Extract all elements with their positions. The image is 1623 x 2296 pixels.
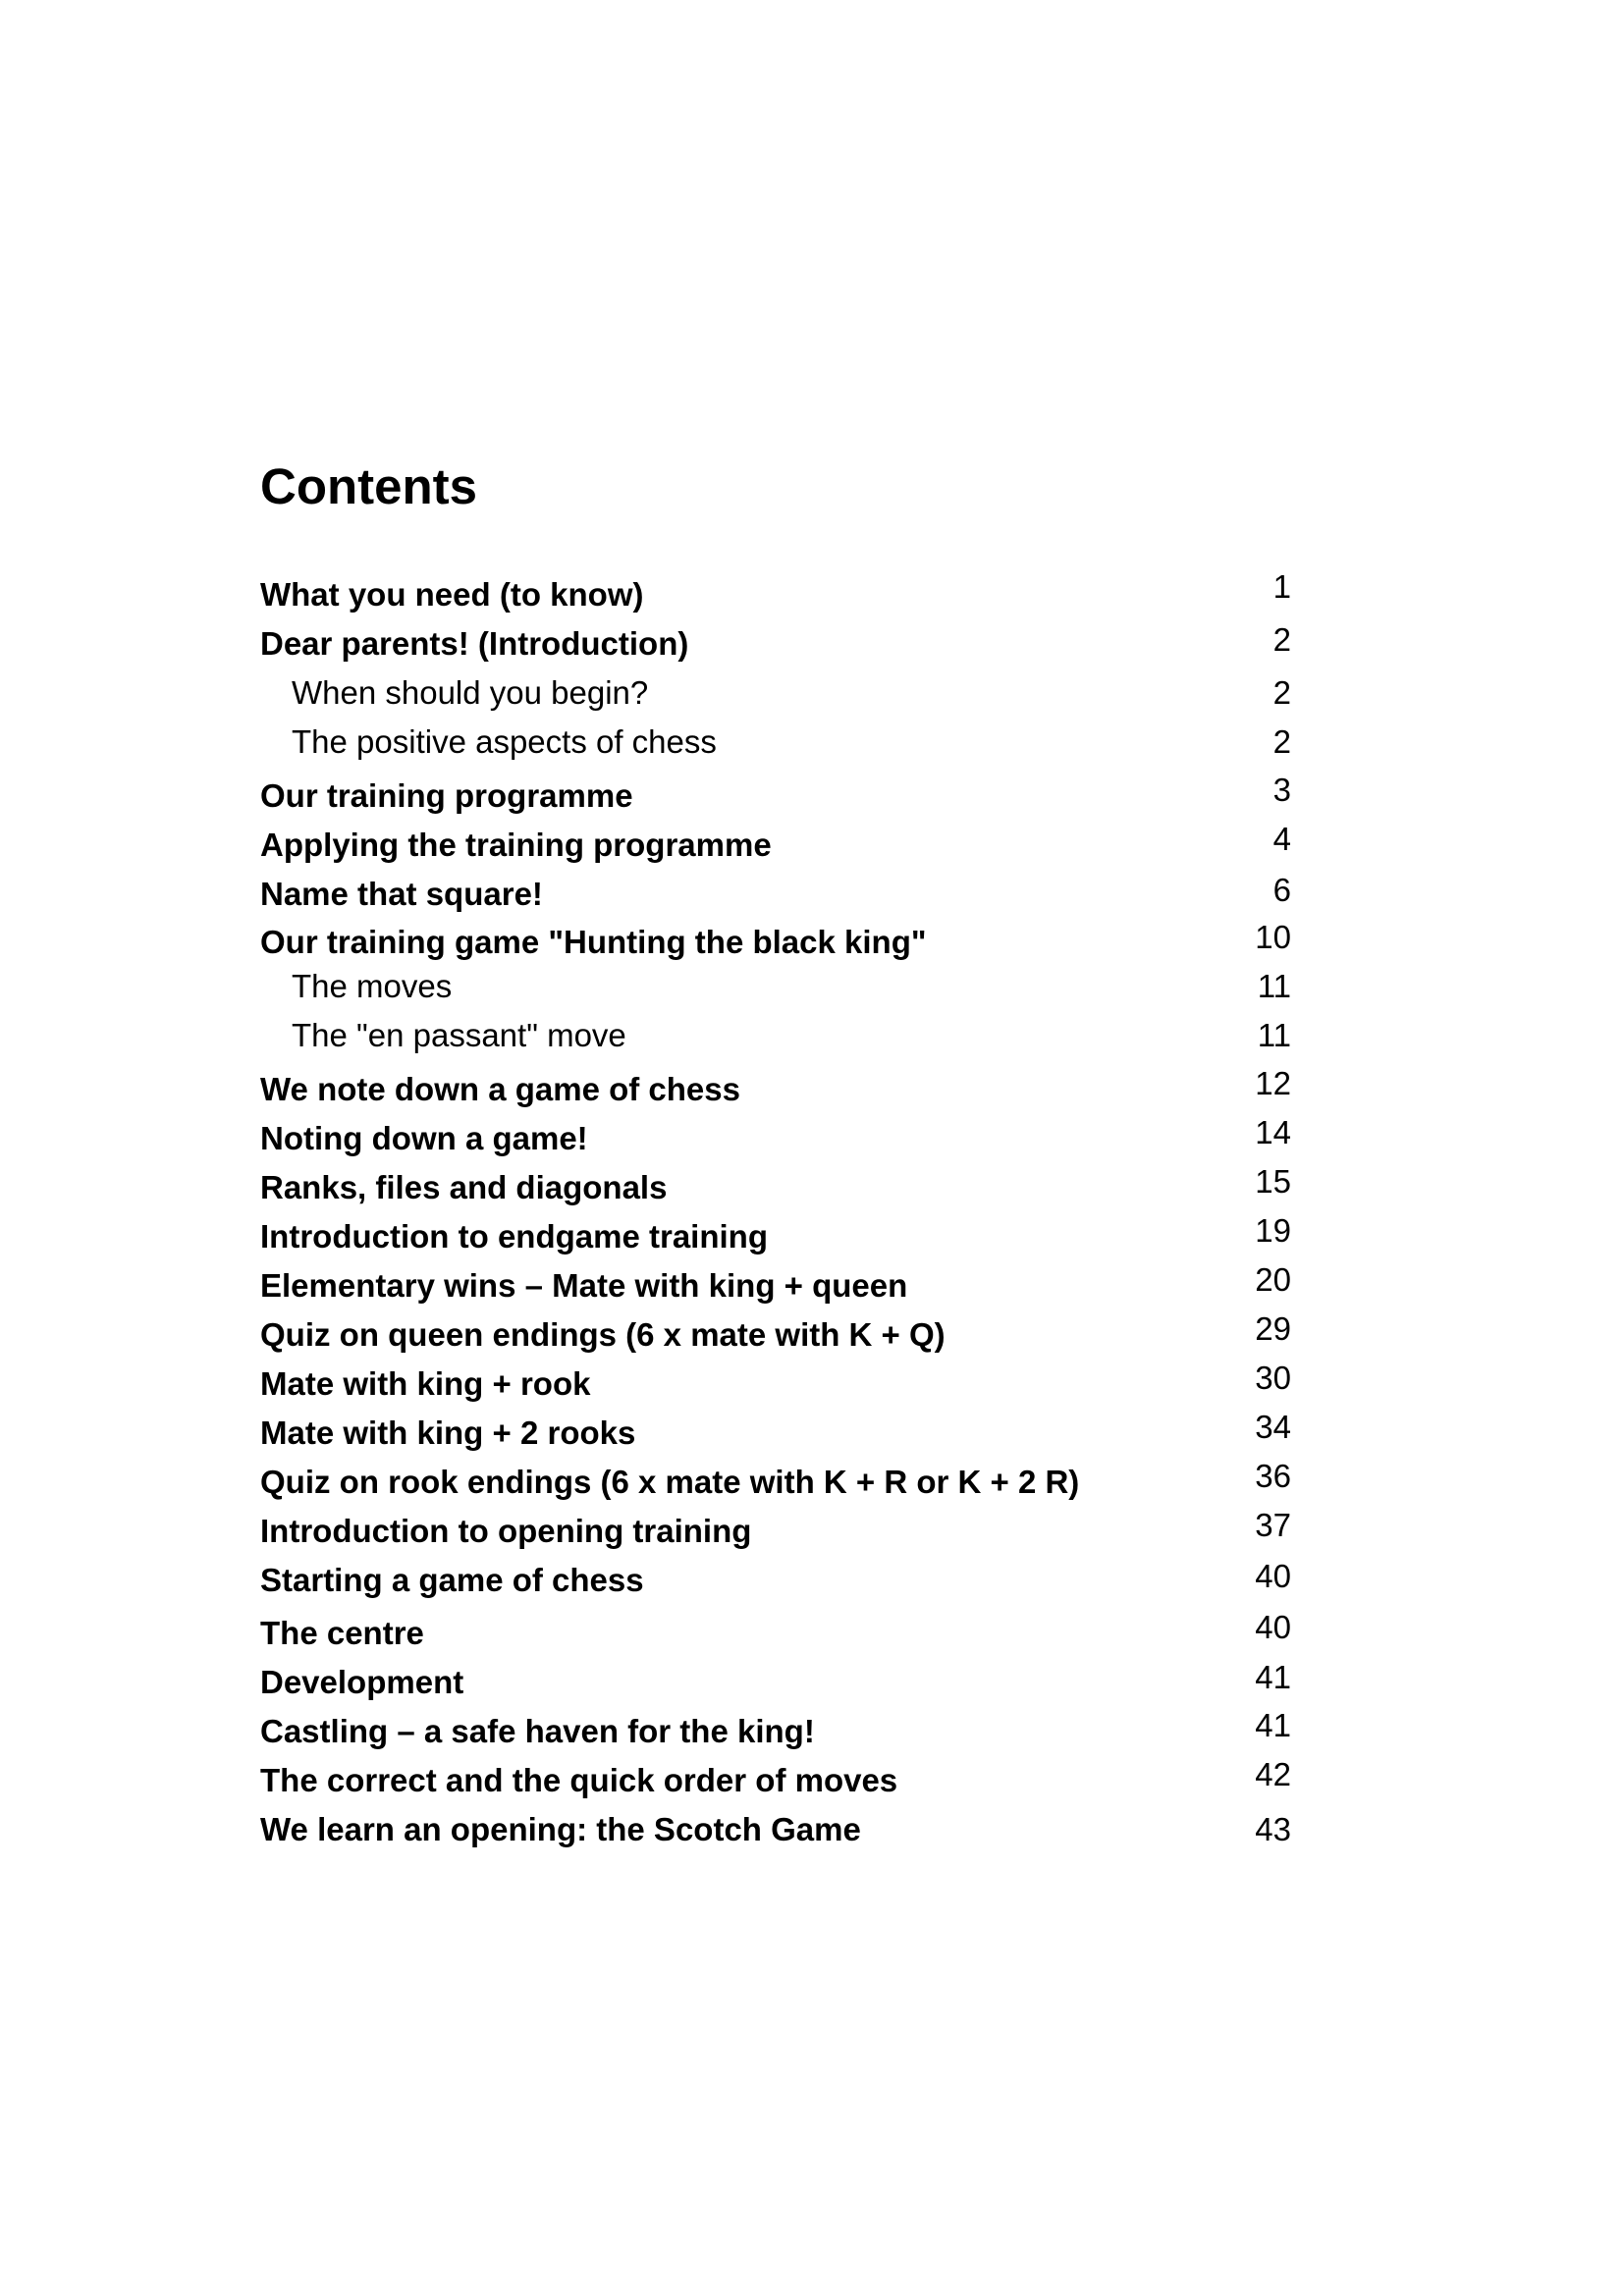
toc-entry: [260, 621, 1291, 673]
toc-entry: [260, 919, 1291, 972]
toc-entry-page: 41: [1255, 1659, 1291, 1695]
toc-entry: [260, 1507, 1291, 1561]
toc-entry: [260, 1458, 1291, 1512]
toc-entry: [260, 1810, 1291, 1859]
toc-entry-page: 2: [1272, 723, 1291, 760]
toc-entry: [260, 1707, 1291, 1761]
toc-entry-page: 20: [1255, 1261, 1291, 1298]
toc-entry-label: Ranks, files and diagonals: [260, 1169, 668, 1205]
toc-entry-label: Noting down a game!: [260, 1120, 588, 1156]
toc-entry-page: 34: [1255, 1409, 1291, 1445]
toc-entry-page: 11: [1257, 1017, 1291, 1053]
toc-entry-page: 2: [1272, 674, 1291, 711]
toc-entry-label: The centre: [260, 1615, 424, 1651]
toc-entry-label: Dear parents! (Introduction): [260, 625, 689, 662]
toc-entry-label: Starting a game of chess: [260, 1562, 644, 1598]
toc-entry-page: 30: [1255, 1360, 1291, 1396]
toc-entry-page: 11: [1257, 968, 1291, 1004]
toc-entry-label: We note down a game of chess: [260, 1071, 740, 1107]
toc-entry-page: 41: [1255, 1707, 1291, 1743]
toc-entry-label: Quiz on rook endings (6 x mate with K + R or K + 2 R): [260, 1464, 1080, 1500]
toc-entry: [260, 1310, 1291, 1364]
toc-entry-page: 37: [1255, 1507, 1291, 1543]
toc-entry-page: 12: [1255, 1065, 1291, 1101]
toc-entry-page: 10: [1255, 919, 1291, 955]
toc-entry-label: Our training programme: [260, 777, 633, 814]
toc-entry-label: The positive aspects of chess: [292, 723, 717, 760]
toc-entry: [260, 1756, 1291, 1810]
toc-entry: [260, 1261, 1291, 1315]
toc-entry-label: Mate with king + 2 rooks: [260, 1415, 636, 1451]
toc-entry-label: The "en passant" move: [292, 1017, 626, 1053]
toc-entry-page: 14: [1255, 1114, 1291, 1150]
toc-entry-label: What you need (to know): [260, 576, 644, 613]
toc-entry-label: Introduction to opening training: [260, 1513, 752, 1549]
toc-entry: [260, 1163, 1291, 1217]
toc-entry-page: 4: [1272, 821, 1291, 857]
toc-entry-page: 29: [1255, 1310, 1291, 1347]
page-title: Contents: [260, 458, 477, 514]
toc-entry-label: The moves: [292, 968, 453, 1004]
toc-entry-label: Elementary wins – Mate with king + queen: [260, 1267, 908, 1304]
toc-entry-page: 19: [1255, 1212, 1291, 1249]
toc-entry: [260, 1360, 1291, 1414]
toc-entry-page: 42: [1255, 1756, 1291, 1792]
toc-entry: [260, 1409, 1291, 1463]
toc-entry-label: Development: [260, 1664, 464, 1700]
toc-entry-page: 15: [1255, 1163, 1291, 1200]
toc-entry-page: 6: [1272, 872, 1291, 908]
toc-entry-label: Introduction to endgame training: [260, 1218, 768, 1255]
toc-entry-label: We learn an opening: the Scotch Game: [260, 1811, 861, 1847]
toc-entry-label: Name that square!: [260, 876, 543, 912]
toc-entry: [260, 722, 1291, 772]
toc-entry-label: Our training game "Hunting the black king": [260, 924, 927, 960]
toc-entry-page: 2: [1272, 621, 1291, 658]
toc-entry: [260, 772, 1291, 826]
toc-entry: [260, 1065, 1291, 1119]
toc-entry: [260, 568, 1291, 624]
toc-entry: [260, 1609, 1291, 1663]
toc-entry-label: Applying the training programme: [260, 827, 772, 863]
toc-entry-label: When should you begin?: [292, 674, 649, 711]
toc-entry-label: Castling – a safe haven for the king!: [260, 1713, 815, 1749]
toc-entry-page: 43: [1255, 1811, 1291, 1847]
table-of-contents: [260, 0, 1291, 2296]
toc-entry-page: 3: [1272, 772, 1291, 808]
toc-entry: [260, 821, 1291, 875]
toc-entry-page: 40: [1255, 1609, 1291, 1645]
toc-entry: [260, 1016, 1291, 1065]
toc-entry: [260, 967, 1291, 1016]
toc-entry-page: 40: [1255, 1558, 1291, 1594]
toc-entry-label: Quiz on queen endings (6 x mate with K + Q): [260, 1316, 946, 1353]
toc-entry: [260, 1558, 1291, 1610]
toc-entry: [260, 1114, 1291, 1168]
toc-entry-page: 36: [1255, 1458, 1291, 1494]
toc-entry: [260, 1212, 1291, 1266]
toc-entry-page: 1: [1272, 568, 1291, 605]
toc-entry: [260, 872, 1291, 924]
toc-entry-label: The correct and the quick order of moves: [260, 1762, 898, 1798]
toc-entry-label: Mate with king + rook: [260, 1365, 591, 1402]
toc-entry: [260, 673, 1291, 722]
toc-entry: [260, 1659, 1291, 1712]
